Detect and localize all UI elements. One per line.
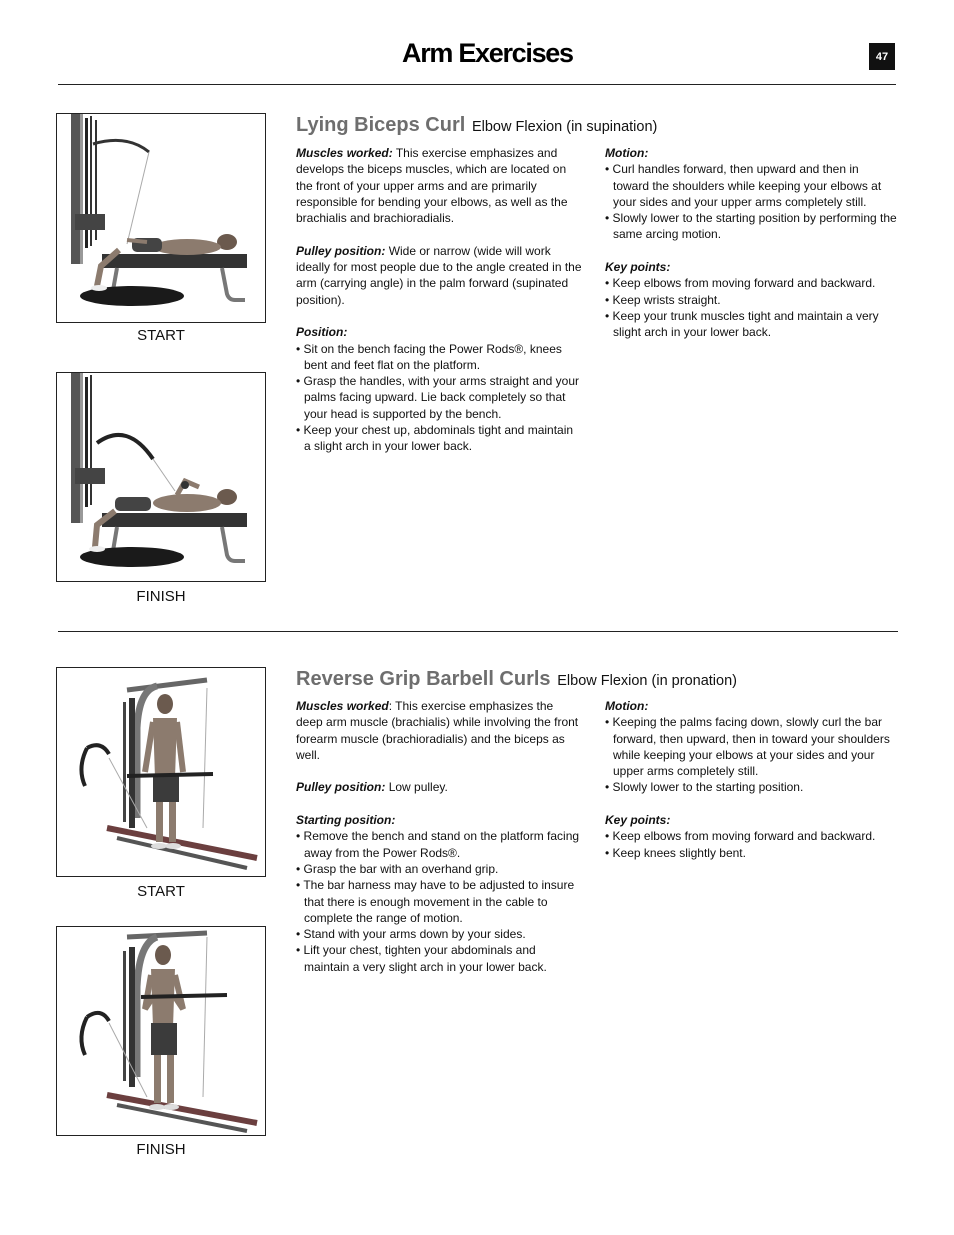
- muscles-worked-paragraph: [296, 145, 582, 226]
- reverse-grip-curl-start-caption: START: [137, 883, 185, 900]
- list-item: • Stand with your arms down by your sides.: [296, 926, 582, 942]
- motion-list: [605, 714, 897, 795]
- starting-position-list: [296, 828, 582, 975]
- motion-label: Motion:: [605, 146, 649, 160]
- list-item: • Curl handles forward, then upward and then in toward the shoulders while keeping your elbows at your sides and your upper arms completely still.: [605, 161, 897, 210]
- reverse-grip-curl-finish-photo: [56, 926, 266, 1136]
- list-item: • Slowly lower to the starting position by performing the same arcing motion.: [605, 210, 897, 243]
- key-points-list: [605, 275, 897, 340]
- list-item: • Keep elbows from moving forward and backward.: [605, 828, 897, 844]
- page-number-badge: 47: [869, 43, 895, 70]
- list-item: • Slowly lower to the starting position.: [605, 779, 897, 795]
- lying-biceps-curl-right-column: [605, 145, 897, 357]
- pulley-position-label: Pulley position:: [296, 243, 386, 258]
- reverse-grip-curl-start-photo: [56, 667, 266, 877]
- motion-label: Motion:: [605, 699, 649, 713]
- lying-biceps-curl-heading: [296, 110, 657, 138]
- lying-biceps-curl-start-caption: START: [137, 327, 185, 344]
- exercise-name: Reverse Grip Barbell Curls: [296, 668, 551, 690]
- lying-biceps-curl-finish-caption: FINISH: [136, 588, 186, 605]
- page-title: Arm Exercises: [402, 38, 573, 68]
- list-item: • Grasp the bar with an overhand grip.: [296, 861, 582, 877]
- list-item: • The bar harness may have to be adjusted to insure that there is enough movement in the cable to complete the range of motion.: [296, 877, 582, 926]
- muscles-worked-label: Muscles worked:: [296, 146, 393, 160]
- reverse-grip-curl-finish-caption: FINISH: [136, 1141, 186, 1158]
- exercise-name: Lying Biceps Curl: [296, 114, 466, 136]
- reverse-grip-curl-left-column: [296, 698, 582, 991]
- exercise-subtitle: Elbow Flexion (in pronation): [557, 673, 737, 689]
- list-item: • Keeping the palms facing down, slowly curl the bar forward, then upward, then in toward your shoulders while keeping your elbows at your sides and your upper arms completely still.: [605, 714, 897, 779]
- list-item: • Keep your trunk muscles tight and maintain a very slight arch in your lower back.: [605, 308, 897, 341]
- starting-position-label: Starting position:: [296, 813, 396, 828]
- muscles-worked-label: Muscles worked: [296, 699, 389, 713]
- lying-biceps-curl-left-column: [296, 145, 582, 471]
- pulley-position-label: Pulley position:: [296, 780, 386, 795]
- section-divider: [58, 631, 898, 632]
- pulley-position-text: Low pulley.: [388, 780, 448, 795]
- position-label: Position:: [296, 325, 348, 340]
- header-divider: [58, 84, 896, 85]
- list-item: • Grasp the handles, with your arms straight and your palms facing upward. Lie back completely so that your head is supported by the bench.: [296, 373, 582, 422]
- lying-biceps-curl-start-photo: [56, 113, 266, 323]
- key-points-label: Key points:: [605, 813, 671, 828]
- pulley-position-text: Wide or narrow (wide will work ideally for most people due to the angle created in the arm (carrying angle) in the palm forward (supinated position).: [296, 243, 582, 307]
- key-points-label: Key points:: [605, 260, 671, 275]
- muscles-worked-paragraph: [296, 698, 582, 763]
- list-item: • Lift your chest, tighten your abdominals and maintain a very slight arch in your lower back.: [296, 942, 582, 975]
- key-points-list: [605, 828, 897, 861]
- reverse-grip-curl-right-column: [605, 698, 897, 877]
- reverse-grip-curl-heading: [296, 664, 737, 692]
- pulley-position-paragraph: [296, 243, 582, 308]
- lying-biceps-curl-finish-photo: [56, 372, 266, 582]
- list-item: • Keep knees slightly bent.: [605, 845, 897, 861]
- position-list: [296, 341, 582, 455]
- muscles-worked-text: : This exercise emphasizes the deep arm muscle (brachialis) while involving the front forearm muscle (brachioradialis) and the biceps as well.: [296, 699, 579, 762]
- list-item: • Keep elbows from moving forward and backward.: [605, 275, 897, 291]
- pulley-position-paragraph: [296, 779, 582, 795]
- list-item: • Keep wrists straight.: [605, 292, 897, 308]
- list-item: • Sit on the bench facing the Power Rods®, knees bent and feet flat on the platform.: [296, 341, 582, 374]
- list-item: • Remove the bench and stand on the platform facing away from the Power Rods®.: [296, 828, 582, 861]
- list-item: • Keep your chest up, abdominals tight and maintain a slight arch in your lower back.: [296, 422, 582, 455]
- motion-list: [605, 161, 897, 242]
- muscles-worked-text: This exercise emphasizes and develops the biceps muscles, which are located on the front of your upper arms and are primarily responsible for bending your elbows, as well as the brachialis and brachioradialis.: [296, 146, 568, 226]
- exercise-subtitle: Elbow Flexion (in supination): [471, 119, 658, 135]
